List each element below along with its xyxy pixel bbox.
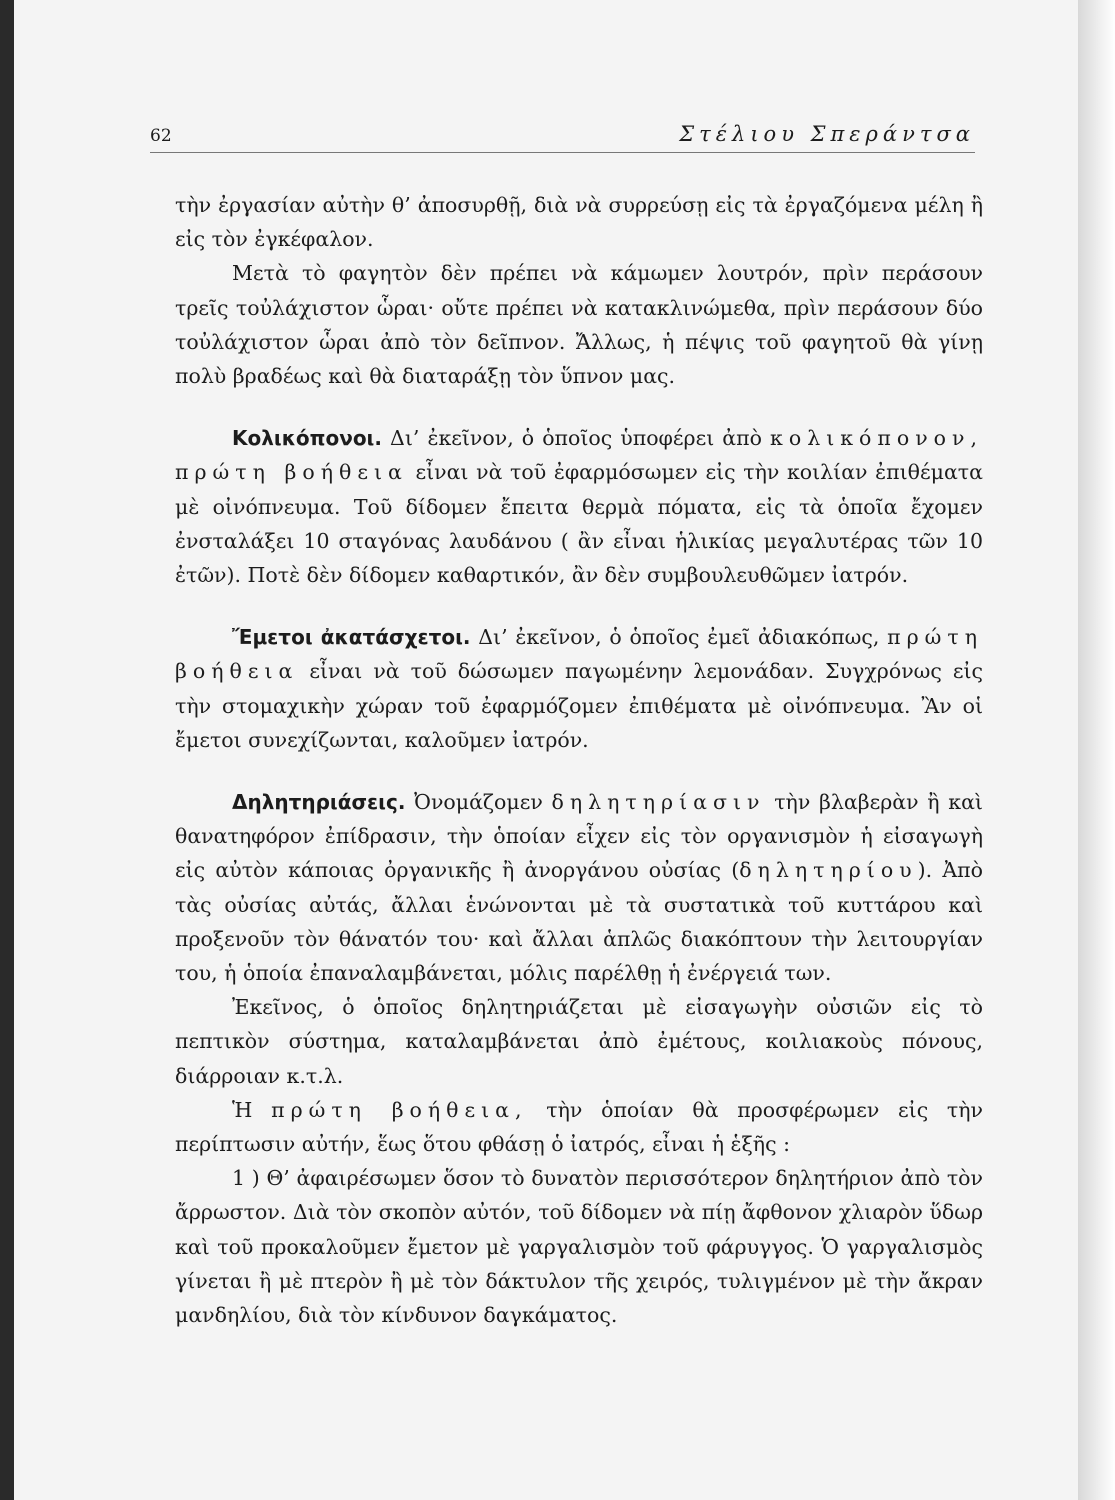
paragraph-poison-symptoms: Ἐκεῖνος, ὁ ὁποῖος δηλητηριάζεται μὲ εἰσαγωγὴν οὐσιῶν εἰς τὸ πεπτικὸν σύστημα, καταλαμβάνεται ἀπὸ ἐμέτους, κοιλιακοὺς πόνους, διάρροιαν κ.τ.λ.	[175, 995, 983, 1088]
paragraph-first-aid	[175, 1093, 983, 1161]
paragraph-continuation: τὴν ἐργασίαν αὐτὴν θ’ ἀποσυρθῇ, διὰ νὰ συρρεύσῃ εἰς τὰ ἐργαζόμενα μέλη ἢ εἰς τὸν ἐγκέφαλον.	[175, 193, 983, 252]
text-run: τὴν ὁποίαν θὰ προσφέρωμεν εἰς τὴν περίπτωσιν αὐτήν, ἕως ὅτου φθάσῃ ὁ ἰατρός, εἶναι ἡ ἑξῆς :	[175, 1097, 983, 1157]
text-run: ). Ἀπὸ τὰς οὐσίας αὐτάς, ἄλλαι ἑνώνονται μὲ τὰ συστατικὰ τοῦ κυττάρου καὶ προξενοῦν τὸν θάνατόν του· καὶ ἄλλαι ἁπλῶς διακόπτουν τὴν λειτουργίαν του, ἡ ὁποία ἐπαναλαμβάνεται, μόλις παρέλθῃ ἡ ἐνέργειά των.	[175, 858, 984, 986]
book-binding-shadow	[0, 0, 14, 1500]
paragraph-after-meal: Μετὰ τὸ φαγητὸν δὲν πρέπει νὰ κάμωμεν λουτρόν, πρὶν περάσουν τρεῖς τοὐλάχιστον ὧραι· οὔτε πρέπει νὰ κατακλινώμεθα, πρὶν περάσουν δύο τοὐλάχιστον ὧραι ἀπὸ τὸν δεῖπνον. Ἄλλως, ἡ πέψις τοῦ φαγητοῦ θὰ γίνῃ πολὺ βραδέως καὶ θὰ διαταράξῃ τὸν ὕπνον μας.	[175, 261, 983, 389]
section-heading-vomiting: Ἔμετοι ἀκατάσχετοι.	[232, 625, 471, 650]
emphasis-spaced: κολικόπονον, πρώτη βοήθεια	[175, 426, 983, 485]
paragraph-poisoning	[175, 785, 983, 990]
text-run: Δι’ ἐκεῖνον, ὁ ὁποῖος ἐμεῖ ἀδιακόπως,	[478, 625, 880, 650]
page-header	[150, 122, 975, 153]
paragraph-vomiting	[175, 620, 983, 757]
body-text	[175, 188, 983, 1332]
text-run: εἶναι νὰ τοῦ ἐφαρμόσωμεν εἰς τὴν κοιλίαν ἐπιθέματα μὲ οἰνόπνευμα. Τοῦ δίδομεν ἔπειτα θερμὰ πόματα, εἰς τὰ ὁποῖα ἔχομεν ἐνσταλάξει 10 σταγόνας λαυδάνου ( ἂν εἶναι ἡλικίας μεγαλυτέρας τῶν 10 ἐτῶν). Ποτὲ δὲν δίδομεν καθαρτικόν, ἂν δὲν συμβουλευθῶμεν ἰατρόν.	[175, 460, 983, 588]
emphasis-spaced: πρώτη βοήθεια	[175, 625, 983, 684]
text-run: Ὀνομάζομεν	[414, 790, 543, 815]
page-edge	[1078, 0, 1115, 1500]
emphasis-spaced: δηλητηρίασιν	[551, 790, 766, 815]
text-run: εἶναι νὰ τοῦ δώσωμεν παγωμένην λεμονάδαν. Συγχρόνως εἰς τὴν στομαχικὴν χώραν τοῦ ἐφαρμόζομεν ἐπιθέματα μὲ οἰνόπνευμα. Ἂν οἱ ἔμετοι συνεχίζωνται, καλοῦμεν ἰατρόν.	[175, 659, 983, 752]
paragraph-colic	[175, 421, 983, 592]
section-heading-colic: Κολικόπονοι.	[232, 426, 382, 451]
section-heading-poisoning: Δηλητηριάσεις.	[232, 790, 406, 815]
emphasis-spaced: δηλητηρίου	[739, 858, 918, 883]
paragraph-step-1: 1 ) Θ’ ἀφαιρέσωμεν ὅσον τὸ δυνατὸν περισσότερον δηλητήριον ἀπὸ τὸν ἄρρωστον. Διὰ τὸν σκοπὸν αὐτόν, τοῦ δίδομεν νὰ πίῃ ἄφθονον χλιαρὸν ὕδωρ καὶ τοῦ προκαλοῦμεν ἔμετον μὲ γαργαλισμὸν τοῦ φάρυγγος. Ὁ γαργαλισμὸς γίνεται ἢ μὲ πτερὸν ἢ μὲ τὸν δάκτυλον τῆς χειρός, τυλιγμένον μὲ τὴν ἄκραν μανδηλίου, διὰ τὸν κίνδυνον δαγκάματος.	[175, 1166, 983, 1328]
emphasis-spaced: πρώτη βοήθεια,	[271, 1097, 528, 1122]
text-run: Ἡ	[232, 1097, 253, 1122]
page-number: 62	[150, 126, 172, 146]
text-run: τὴν βλαβερὰν ἢ καὶ θανατηφόρον ἐπίδρασιν, τὴν ὁποίαν εἶχεν εἰς τὸν οργανισμὸν ἡ εἰσαγωγὴ εἰς αὐτὸν κάποιας ὀργανικῆς ἢ ἀνοργάνου οὐσίας (	[175, 790, 983, 883]
running-head-author: Στέλιου Σπεράντσα	[679, 122, 975, 146]
text-run: Δι’ ἐκεῖνον, ὁ ὁποῖος ὑποφέρει ἀπὸ	[390, 426, 762, 451]
